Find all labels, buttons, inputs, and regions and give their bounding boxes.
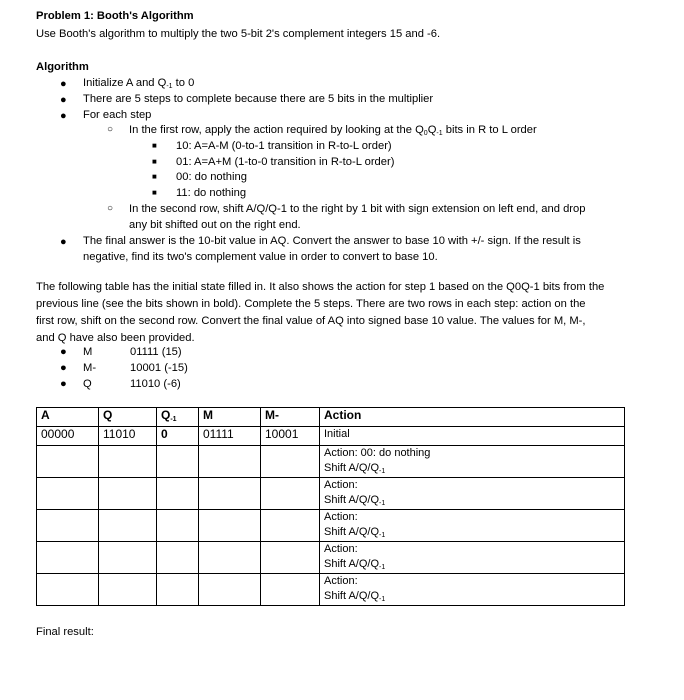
rule-00: 00: do nothing	[176, 171, 247, 183]
cell-action: Action: Shift A/Q/Q-1	[320, 574, 625, 606]
cell-m-neg[interactable]	[261, 510, 320, 542]
algorithm-heading: Algorithm	[36, 61, 89, 73]
cell-q: 11010	[99, 427, 157, 446]
table-row-step	[37, 478, 625, 510]
cell-a[interactable]	[37, 478, 99, 510]
problem-intro: Use Booth's algorithm to multiply the two 5-bit 2's complement integers 15 and -6.	[36, 28, 441, 40]
table-instructions	[36, 279, 642, 347]
bullet-square-icon: ■	[152, 141, 157, 150]
cell-q-minus-1[interactable]	[157, 510, 199, 542]
table-row-step	[37, 574, 625, 606]
cell-m-neg[interactable]	[261, 478, 320, 510]
rule-10: 10: A=A-M (0-to-1 transition in R-to-L order)	[176, 140, 392, 152]
cell-q[interactable]	[99, 574, 157, 606]
header-action: Action	[320, 408, 625, 427]
cell-a[interactable]	[37, 446, 99, 478]
cell-m[interactable]	[199, 446, 261, 478]
bullet-dot-icon: ●	[60, 362, 67, 374]
cell-action: Initial	[320, 427, 625, 446]
cell-action: Action: Shift A/Q/Q-1	[320, 510, 625, 542]
cell-action: Action: Shift A/Q/Q-1	[320, 542, 625, 574]
final-answer-note-line1: The final answer is the 10-bit value in AQ. Convert the answer to base 10 with +/- sign. If the result is	[83, 235, 581, 247]
table-row-step	[37, 510, 625, 542]
algorithm-step-initialize: Initialize A and Q-1 to 0	[83, 77, 195, 90]
cell-q-minus-1[interactable]	[157, 574, 199, 606]
header-m-neg: M-	[261, 408, 320, 427]
cell-m-neg[interactable]	[261, 574, 320, 606]
instructions-line: and Q have also been provided.	[36, 332, 195, 344]
cell-action: Action: Shift A/Q/Q-1	[320, 478, 625, 510]
instructions-line: first row, shift on the second row. Convert the final value of AQ into signed base 10 value. The values for M, M-,	[36, 315, 586, 327]
header-a: A	[37, 408, 99, 427]
final-answer-note-line2: negative, find its two's complement value in order to convert to base 10.	[83, 251, 438, 263]
bullet-circle-icon: ○	[107, 124, 114, 135]
cell-m[interactable]	[199, 542, 261, 574]
worksheet-page: Problem 1: Booth's Algorithm Use Booth's algorithm to multiply the two 5-bit 2's complement integers 15 and -6. Algorithm ● Initialize A and Q-1 to 0 ● There are 5 steps to complete because there are 5 bits in the multiplier ● For each step ○ In the first row, apply the action required by looking at the Q0Q-1 bits in R to L order ■ 10: A=A-M (0-to-1 transition in R-to-L order) ■ 01: A=A+M (1-to-0 transition in R-to-L order) ■ 00: do nothing ■ 11: do nothing ○ In the second row, shift A/Q/Q-1 to the right by 1 bit with sign extension on left end, and drop any bit shifted out on the right end. ● The final answer is the 10-bit value in AQ. Convert the answer to base 10 with +/- sign. If the result is negative, find its two's complement value in order to convert to base 10. The following table has the initial state filled in. It also shows the action for step 1 based on the Q0Q-1 bits from the previous line (see the bits shown in bold). Complete the 5 steps. There are two rows in each step: action on the first row, shift on the second row. Convert the final value of AQ into signed base 10 value. The values for M, M-, and Q have also been provided. ● M 01111 (15) ● M- 10001 (-15) ● Q 11010 (-6) A Q Q-1 M M- Action 00000 11010 0 01111 10001 Initial Action: 00: do nothing Shift A/Q/Q-1 Action: Shift A/Q/Q-1 Action: Shift A/Q/Q-1 Action: Shift A/Q/Q-1 Action: Shift A/Q/Q-1 Final result:	[0, 0, 684, 700]
rule-11: 11: do nothing	[176, 187, 247, 199]
sub-step-second-row-line2: any bit shifted out on the right end.	[129, 219, 301, 231]
header-q: Q	[99, 408, 157, 427]
bullet-dot-icon: ●	[60, 236, 67, 248]
table-row-step	[37, 446, 625, 478]
cell-q[interactable]	[99, 542, 157, 574]
cell-m[interactable]	[199, 510, 261, 542]
cell-q-minus-1[interactable]	[157, 446, 199, 478]
bullet-dot-icon: ●	[60, 94, 67, 106]
table-row-initial	[37, 427, 625, 446]
cell-q-minus-1[interactable]	[157, 478, 199, 510]
bullet-square-icon: ■	[152, 172, 157, 181]
cell-q[interactable]	[99, 446, 157, 478]
cell-action: Action: 00: do nothing Shift A/Q/Q-1	[320, 446, 625, 478]
rule-01: 01: A=A+M (1-to-0 transition in R-to-L order)	[176, 156, 395, 168]
header-q-minus-1: Q-1	[157, 408, 199, 427]
booth-table	[36, 407, 625, 606]
cell-q-minus-1[interactable]	[157, 542, 199, 574]
cell-q[interactable]	[99, 478, 157, 510]
cell-q-minus-1: 0	[157, 427, 199, 446]
instructions-line: The following table has the initial state filled in. It also shows the action for step 1 based on the Q0Q-1 bits from the	[36, 281, 605, 293]
final-result-label: Final result:	[36, 626, 94, 638]
cell-m-neg[interactable]	[261, 446, 320, 478]
cell-m[interactable]	[199, 574, 261, 606]
cell-m-neg: 10001	[261, 427, 320, 446]
cell-a[interactable]	[37, 574, 99, 606]
table-row-step	[37, 542, 625, 574]
cell-a: 00000	[37, 427, 99, 446]
bullet-dot-icon: ●	[60, 78, 67, 90]
bullet-dot-icon: ●	[60, 378, 67, 390]
bullet-square-icon: ■	[152, 188, 157, 197]
algorithm-step-each: For each step	[83, 109, 152, 121]
sub-step-first-row: In the first row, apply the action required by looking at the Q0Q-1 bits in R to L order	[129, 124, 537, 137]
bullet-square-icon: ■	[152, 157, 157, 166]
cell-a[interactable]	[37, 542, 99, 574]
header-m: M	[199, 408, 261, 427]
instructions-line: previous line (see the bits shown in bold). Complete the 5 steps. There are two rows in each step: action on the	[36, 298, 586, 310]
bullet-circle-icon: ○	[107, 203, 114, 214]
cell-m[interactable]	[199, 478, 261, 510]
sub-step-second-row-line1: In the second row, shift A/Q/Q-1 to the right by 1 bit with sign extension on left end, and drop	[129, 203, 586, 215]
cell-q[interactable]	[99, 510, 157, 542]
problem-title: Problem 1: Booth's Algorithm	[36, 10, 194, 22]
bullet-dot-icon: ●	[60, 110, 67, 122]
bullet-dot-icon: ●	[60, 346, 67, 358]
cell-a[interactable]	[37, 510, 99, 542]
table-header-row	[37, 408, 625, 427]
cell-m: 01111	[199, 427, 261, 446]
algorithm-step-count: There are 5 steps to complete because there are 5 bits in the multiplier	[83, 93, 434, 105]
cell-m-neg[interactable]	[261, 542, 320, 574]
